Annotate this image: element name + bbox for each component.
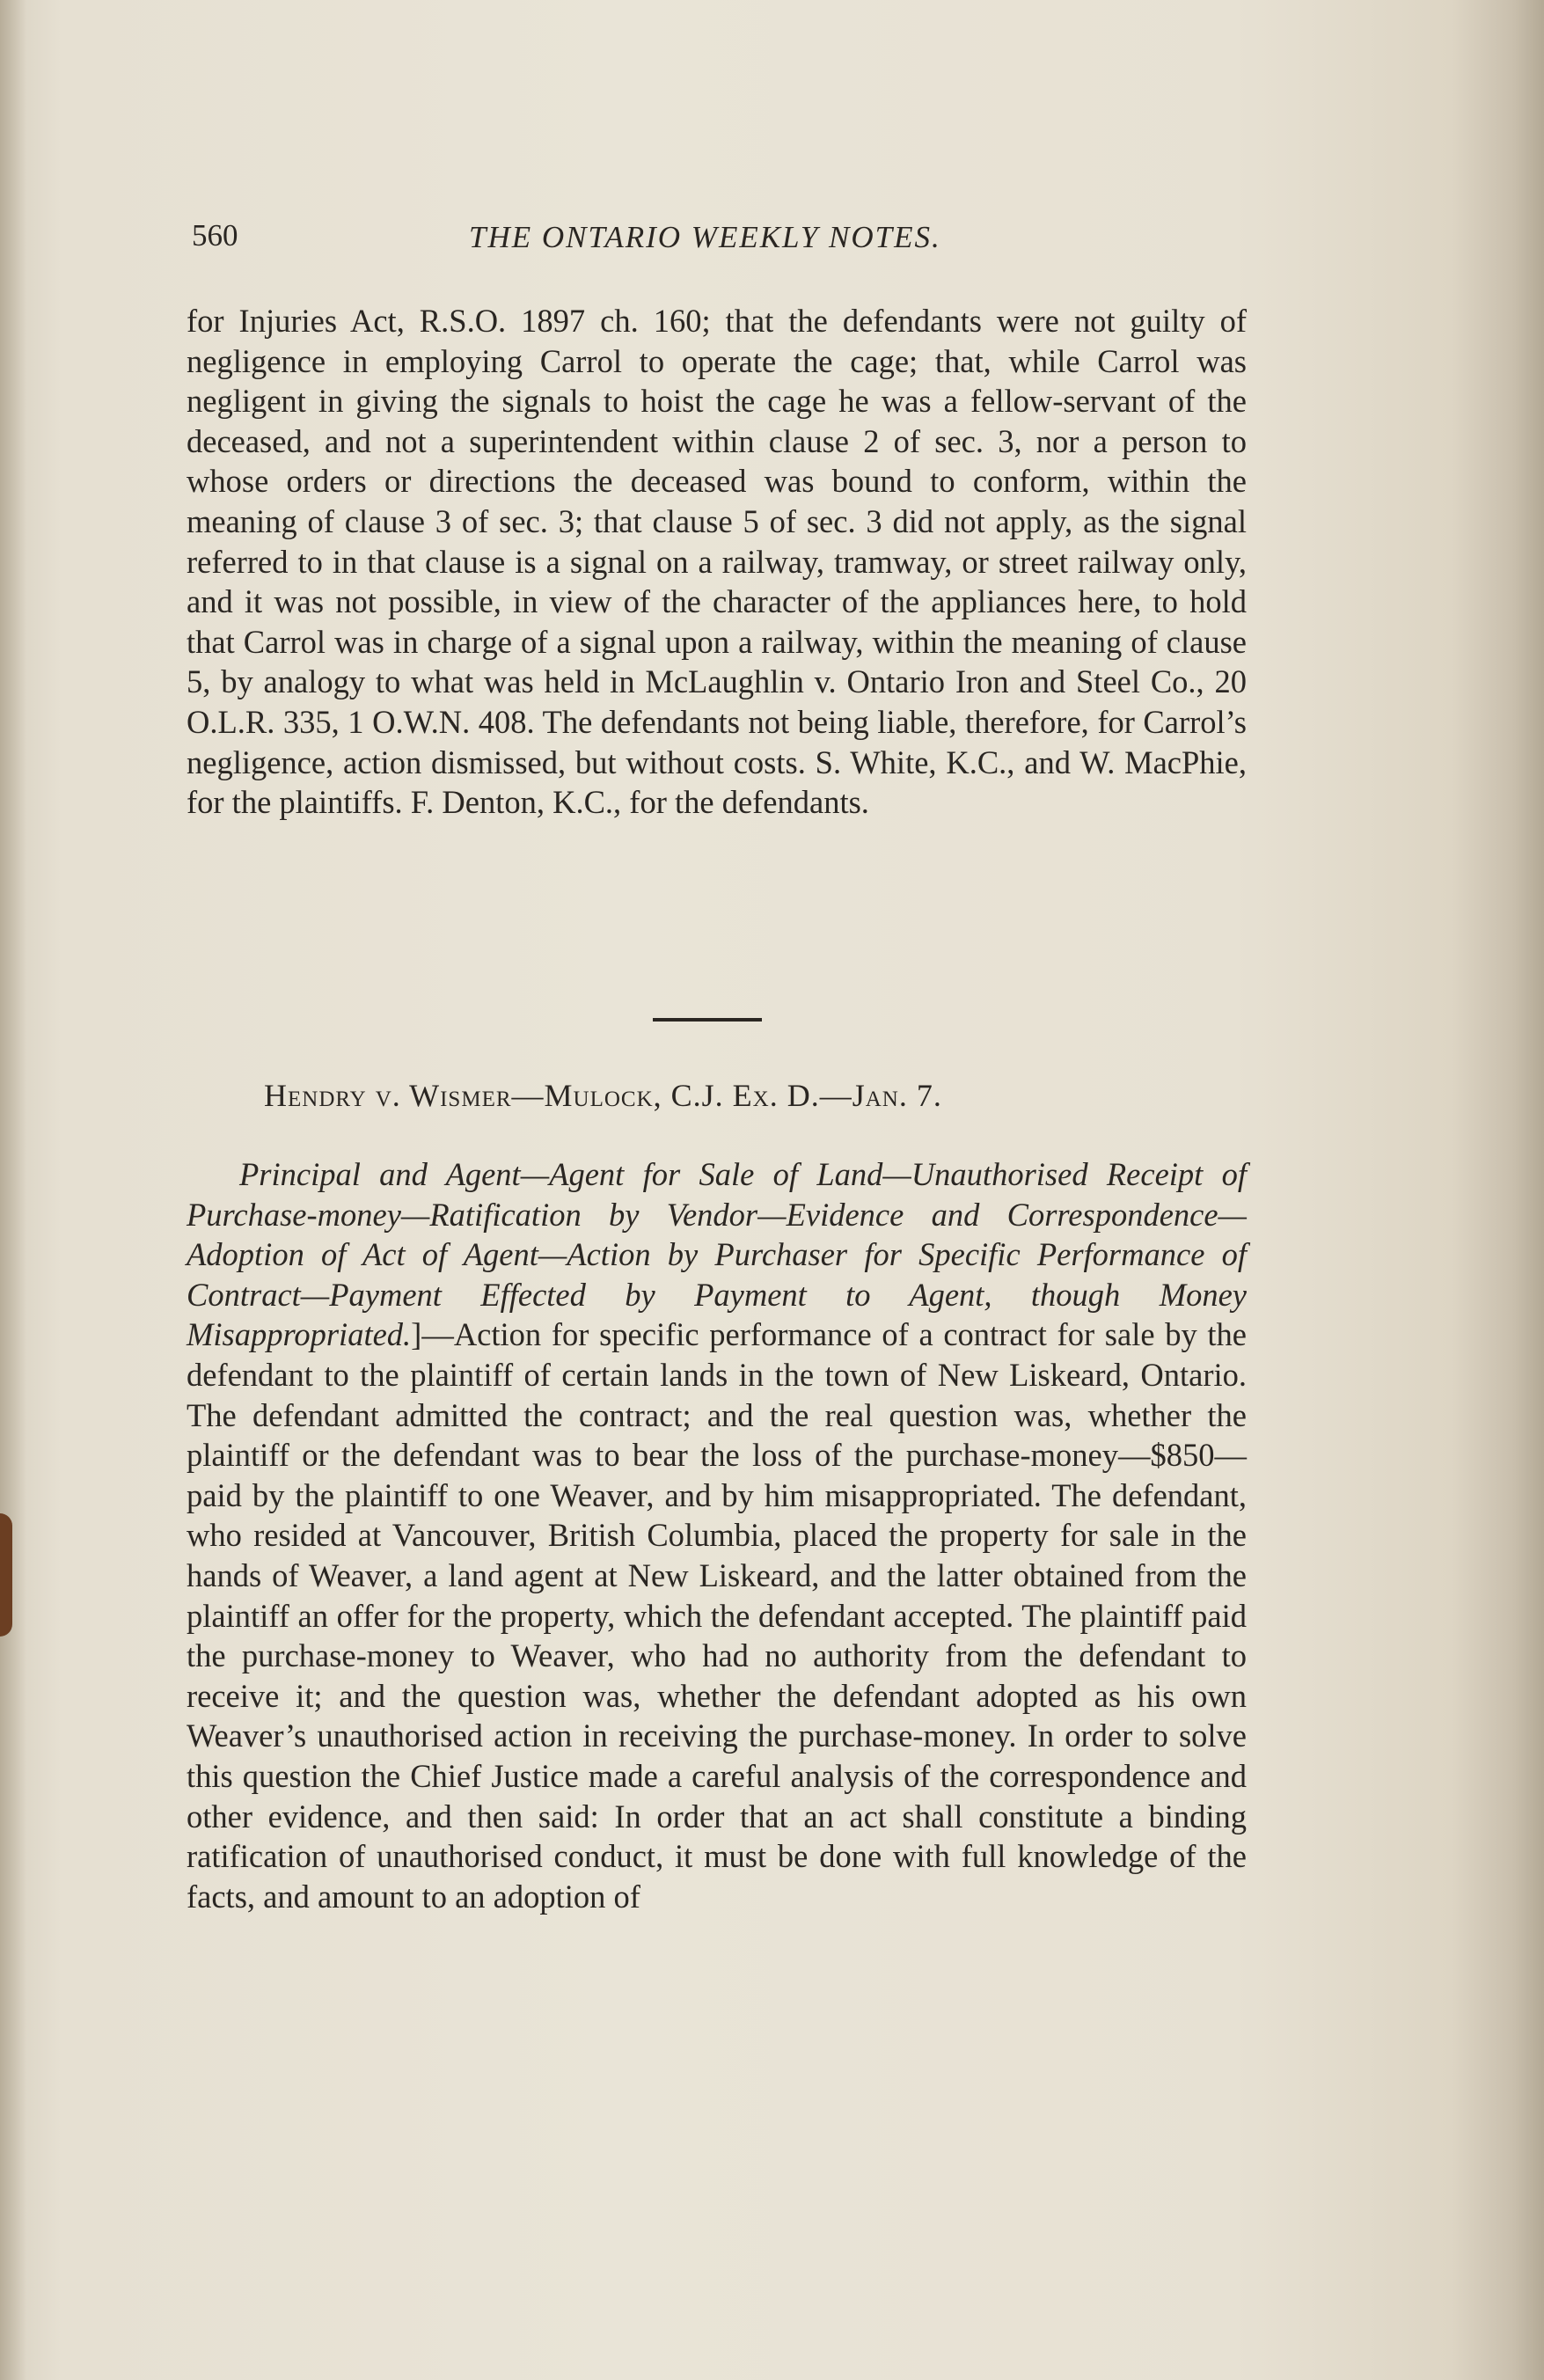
page-number: 560 [192,218,238,253]
paragraph-continued: for Injuries Act, R.S.O. 1897 ch. 160; that the defendants were not guilty of negligence in employing Carrol to operate the cage; that, while Carrol was negligent in giving the signals to hoist the cage he was a fellow-servant of the deceased, and not a superintendent within clause 2 of sec. 3, nor a person to whose orders or directions the deceased was bound to conform, within the meaning of clause 3 of sec. 3; that clause 5 of sec. 3 did not apply, as the signal referred to in that clause is a signal on a railway, tramway, or street railway only, and it was not possible, in view of the character of the appliances here, to hold that Carrol was in charge of a signal upon a railway, within the meaning of clause 5, by analogy to what was held in McLaughlin v. Ontario Iron and Steel Co., 20 O.L.R. 335, 1 O.W.N. 408. The defendants not being liable, therefore, for Carrol’s negligence, action dismissed, but without costs. S. White, K.C., and W. MacPhie, for the plaintiffs. F. Denton, K.C., for the defendants. [187,303,1247,821]
case-heading [264,1077,942,1114]
case-report-paragraph [187,1154,1247,1916]
case-headnote: Principal and Agent—Agent for Sale of Land—Unauthorised Receipt of Purchase-money—Ratification by Vendor—Evidence and Correspondence—Adoption of Act of Agent—Action by Purchaser for Specific Performance of Contract—Payment Effected by Payment to Agent, though Money Misappropriated. [187,1156,1247,1353]
gutter-shadow [0,0,26,2380]
journal-title: THE ONTARIO WEEKLY NOTES. [469,220,941,254]
running-head [192,218,1248,262]
case-date: —Jan. 7. [819,1078,942,1113]
section-divider [653,1018,762,1022]
case-report-body: ]—Action for specific performance of a contract for sale by the defendant to the plaintiff of certain lands in the town of New Liskeard, Ontario. The defendant admitted the contract; and the real question was, whether the plaintiff or the defendant was to bear the loss of the purchase-money—$850—paid by the plaintiff to one Weaver, and by him misappropriated. The defendant, who resided at Vancouver, British Columbia, placed the property for sale in the hands of Weaver, a land agent at New Liskeard, and the latter obtained from the plaintiff an offer for the property, which the defendant accepted. The plaintiff paid the purchase-money to Weaver, who had no authority from the defendant to receive it; and the question was, whether the defendant adopted as his own Weaver’s unauthorised action in receiving the purchase-money. In order to solve this question the Chief Justice made a careful analysis of the correspondence and other evidence, and then said: In order that an act shall constitute a binding ratification of unauthorised conduct, it must be done with full knowledge of the facts, and amount to an adoption of [187,1316,1247,1915]
case-judge: —Mulock, C.J. Ex. D. [511,1078,820,1113]
case-parties: Hendry v. Wismer [264,1078,512,1113]
page-edge-mark [0,1513,12,1637]
